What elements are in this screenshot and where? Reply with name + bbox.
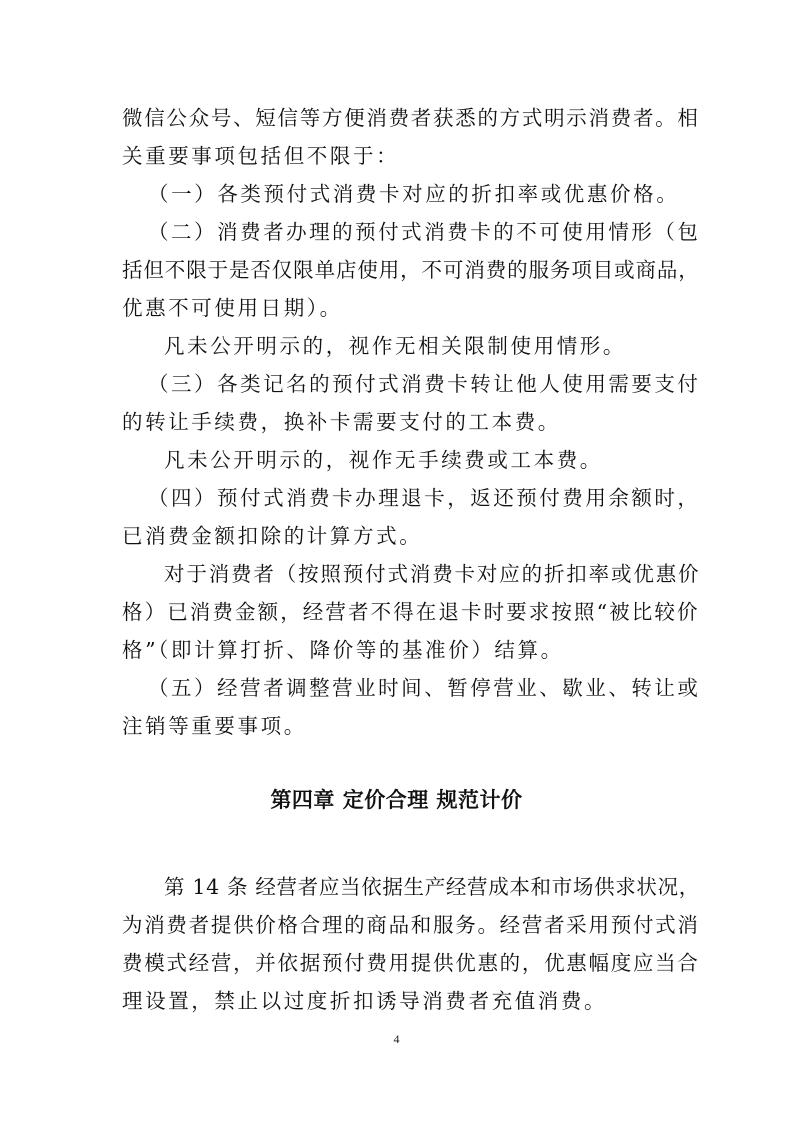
text-line: （三）各类记名的预付式消费卡转让他人使用需要支付 xyxy=(148,372,701,396)
text-line: 关重要事项包括但不限于： xyxy=(122,144,400,168)
article-line: 费模式经营，并依据预付费用提供优惠的，优惠幅度应当合 xyxy=(122,951,700,975)
article-line: 第 14 条 经营者应当依据生产经营成本和市场供求状况， xyxy=(164,875,700,899)
page-number: 4 xyxy=(393,1032,400,1046)
text-line: （五）经营者调整营业时间、暂停营业、歇业、转让或 xyxy=(148,676,701,700)
article-line: 为消费者提供价格合理的商品和服务。经营者采用预付式消 xyxy=(122,913,700,937)
text-line: 优惠不可使用日期）。 xyxy=(122,296,343,320)
article-line: 理设置，禁止以过度折扣诱导消费者充值消费。 xyxy=(122,989,608,1013)
text-line: 凡未公开明示的，视作无相关限制使用情形。 xyxy=(164,334,626,358)
text-line: 已消费金额扣除的计算方式。 xyxy=(122,524,423,548)
text-line: （四）预付式消费卡办理退卡，返还预付费用余额时， xyxy=(148,486,701,510)
text-line: 格”（即计算打折、降价等的基准价）结算。 xyxy=(122,638,564,662)
text-line: 注销等重要事项。 xyxy=(122,714,307,738)
text-line: 对于消费者（按照预付式消费卡对应的折扣率或优惠价 xyxy=(164,562,701,586)
text-line: 的转让手续费，换补卡需要支付的工本费。 xyxy=(122,410,561,434)
text-line: 凡未公开明示的，视作无手续费或工本费。 xyxy=(164,448,603,472)
text-line: 括但不限于是否仅限单店使用，不可消费的服务项目或商品， xyxy=(122,258,700,282)
text-line: 微信公众号、短信等方便消费者获悉的方式明示消费者。相 xyxy=(122,106,700,130)
text-line: （一）各类预付式消费卡对应的折扣率或优惠价格。 xyxy=(148,182,680,206)
chapter-heading: 第四章 定价合理 规范计价 xyxy=(270,788,523,812)
text-line: （二）消费者办理的预付式消费卡的不可使用情形（包 xyxy=(148,220,701,244)
text-line: 格）已消费金额，经营者不得在退卡时要求按照“被比较价 xyxy=(122,600,700,624)
